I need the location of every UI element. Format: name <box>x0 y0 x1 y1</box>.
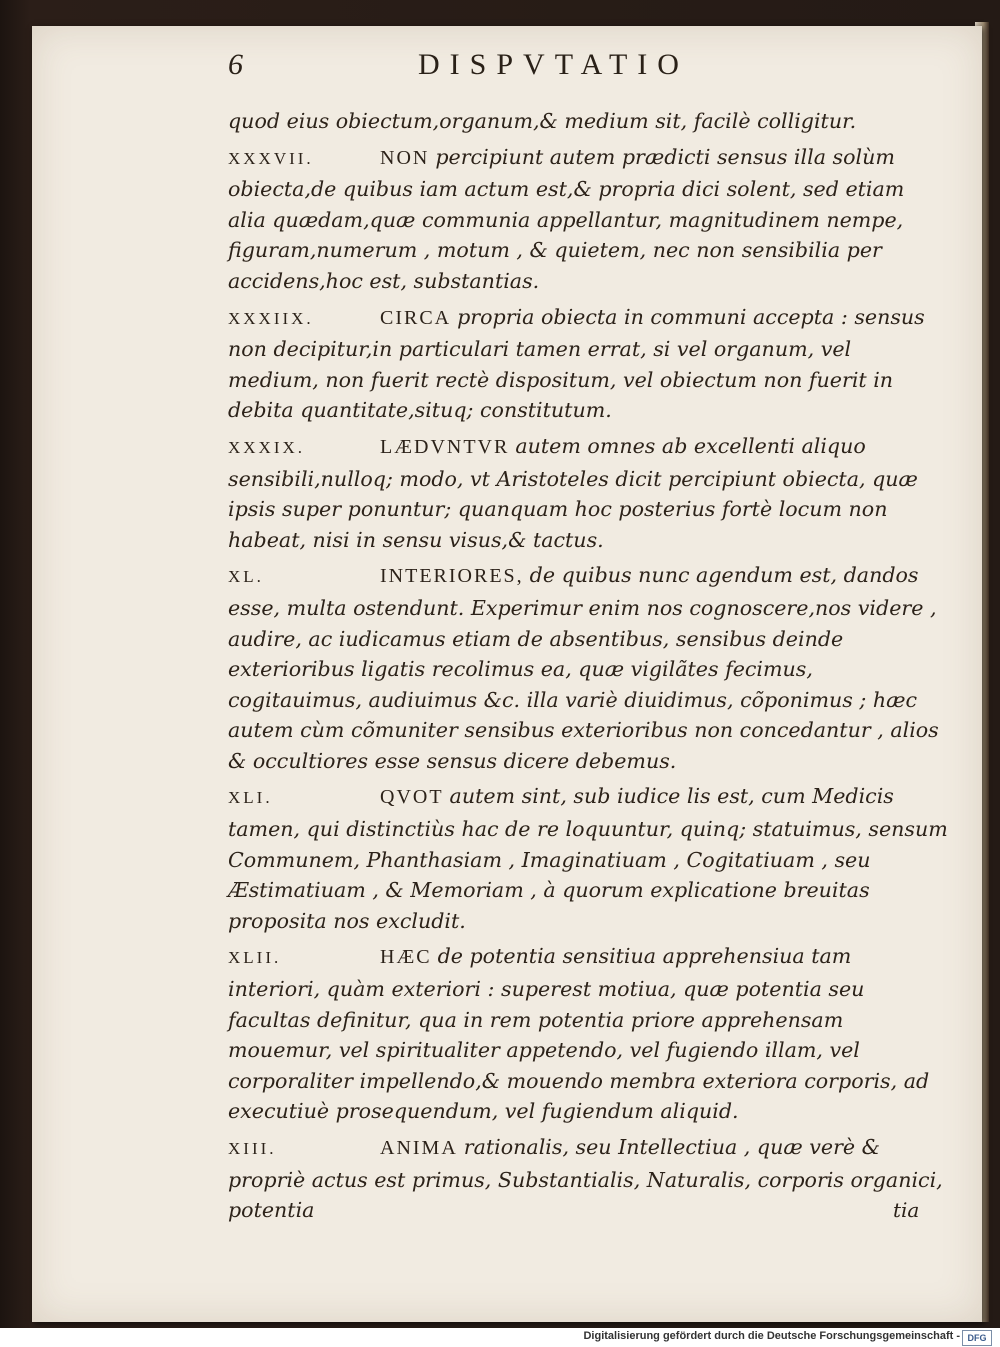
catchword: tia <box>893 1198 920 1222</box>
paragraph <box>228 1132 948 1226</box>
paragraph-text: de potentia sensitiua apprehensiua tam interiori, quàm exteriori : superest motiua, quæ potentia seu facultas definitur, qua in rem potentia priore apprehensam mouemur, vel spiritualiter appetendo, vel fugiendo illam, vel corporaliter impellendo,& mouendo membra exteriora corporis, ad executiuè prosequendum, vel fugiendum aliquid. <box>228 944 930 1124</box>
initial-word: INTERIORES, <box>380 565 524 588</box>
initial-word: ANIMA <box>380 1137 458 1159</box>
paragraph <box>228 302 948 426</box>
paragraph <box>228 781 948 936</box>
initial-word: HÆC <box>380 946 432 969</box>
paragraph <box>228 431 948 555</box>
paragraph <box>228 941 948 1127</box>
paragraph <box>228 106 948 137</box>
paragraph-text: percipiunt autem prædicti sensus illa solùm obiecta,de quibus iam actum est,& propria dici solent, sed etiam alia quædam,quæ communia appellantur, magnitudinem nempe, figuram,numerum , motum , & quietem, nec non sensibilia per accidens,hoc est, substantias. <box>228 144 905 293</box>
initial-word: CIRCA <box>380 306 452 329</box>
thesis-number: XXXIX. <box>228 437 306 457</box>
paragraph-text: propria obiecta in communi accepta : sensus non decipitur,in particulari tamen errat, si vel organum, vel medium, non fuerit rectè dispositum, vel obiectum non fuerit in debita quantitate,situq; constitutum. <box>228 304 925 423</box>
initial-word: LÆDVNTVR <box>380 435 510 458</box>
thesis-number: XXXVII. <box>228 148 314 168</box>
paragraph-text: autem sint, sub iudice lis est, cum Medicis tamen, qui distinctiùs hac de re loquuntur, quinq; statuimus, sensum Communem, Phanthasiam , Imaginatiuam , Cogitatiuam , seu Æstimatiuam , & Memoriam , à quorum explicatione breuitas proposita nos excludit. <box>228 784 948 933</box>
page-header <box>228 48 948 94</box>
paragraph-text: rationalis, seu Intellectiua , quæ verè & propriè actus est primus, Substantialis, Naturalis, corporis organici, potentia <box>228 1135 943 1223</box>
paragraph-text: de quibus nunc agendum est, dandos esse, multa ostendunt. Experimur enim nos cognoscere,nos videre , audire, ac iudicamus etiam de absentibus, sensibus deinde exterioribus ligatis recolimus ea, quæ vigilãtes fecimus, cogitauimus, audiuimus &c. illa variè diuidimus, cõponimus ; hæc autem cùm cõmuniter sensibus exterioribus non concedantur , alios & occultiores esse sensus dicere debemus. <box>228 563 939 773</box>
footer-credit: Digitalisierung gefördert durch die Deutsche Forschungsgemeinschaft - <box>583 1330 960 1342</box>
thesis-number: XLI. <box>228 788 273 808</box>
thesis-number: XL. <box>228 567 264 587</box>
paragraph-text: autem omnes ab excellenti aliquo sensibili,nulloq; modo, vt Aristoteles dicit percipiunt obiecta, quæ ipsis super ponuntur; quanquam hoc posterius fortè locum non habeat, nisi in sensu visus,& tactus. <box>228 433 918 552</box>
dfg-logo: DFG <box>962 1330 992 1346</box>
thesis-number: XXXIIX. <box>228 308 314 328</box>
digitization-footer <box>0 1328 1000 1347</box>
thesis-number: XLII. <box>228 948 282 968</box>
running-title: DISPVTATIO <box>418 48 689 81</box>
thesis-number: XIII. <box>228 1139 277 1158</box>
paragraph-text: quod eius obiectum,organum,& medium sit, facilè colligitur. <box>228 109 857 133</box>
initial-word: NON <box>380 146 430 169</box>
page-number: 6 <box>228 48 243 81</box>
initial-word: QVOT <box>380 786 444 809</box>
paragraph <box>228 142 948 297</box>
paragraph <box>228 560 948 776</box>
body-text <box>228 106 948 1231</box>
